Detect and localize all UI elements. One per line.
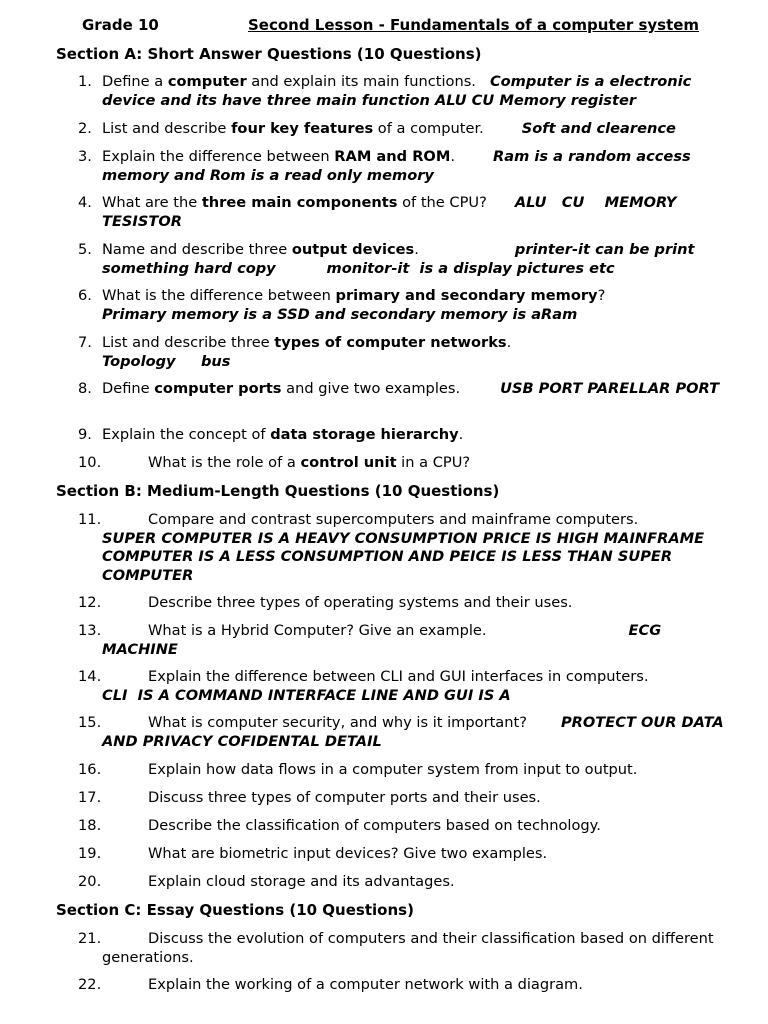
question-text: Name and describe three xyxy=(102,241,292,258)
student-answer: Soft and clearence xyxy=(521,120,676,137)
student-answer: CLI IS A COMMAND INTERFACE LINE AND GUI IS A xyxy=(102,686,511,704)
question-21 xyxy=(78,930,728,967)
question-number: 16. xyxy=(78,761,102,778)
section-b-heading: Section B: Medium-Length Questions (10 Questions) xyxy=(56,482,500,500)
question-text: ? xyxy=(597,287,606,304)
student-answer: USB PORT PARELLAR PORT xyxy=(500,380,720,397)
question-number: 14. xyxy=(78,668,102,685)
question-text: Compare and contrast supercomputers and mainframe computers. xyxy=(148,511,639,528)
question-keyword: data storage hierarchy xyxy=(270,426,459,443)
question-12 xyxy=(78,594,728,613)
question-text: Explain the difference between CLI and GUI interfaces in computers. xyxy=(148,668,649,685)
question-text: Explain how data flows in a computer system from input to output. xyxy=(148,761,638,778)
question-number: 7. xyxy=(78,334,92,351)
question-keyword: computer ports xyxy=(154,380,282,397)
question-16 xyxy=(78,761,728,780)
question-keyword: primary and secondary memory xyxy=(335,287,598,304)
question-20 xyxy=(78,873,728,892)
student-answer: Computer is a electronic device and its have three main function ALU CU Memory register xyxy=(102,73,692,109)
question-text: What is a Hybrid Computer? Give an example. xyxy=(148,622,487,639)
question-10 xyxy=(78,454,728,473)
question-number: 2. xyxy=(78,120,92,137)
student-answer: SUPER COMPUTER IS A HEAVY CONSUMPTION PRICE IS HIGH MAINFRAME COMPUTER IS A LESS CONSUMPTION AND PEICE IS LESS THAN SUPER COMPUTER xyxy=(102,529,705,584)
question-text: . xyxy=(450,148,456,165)
question-text: . xyxy=(506,334,512,351)
question-text: Discuss three types of computer ports and their uses. xyxy=(148,789,541,806)
question-number: 9. xyxy=(78,426,92,443)
student-answer: ALU CU MEMORY TESISTOR xyxy=(102,194,682,230)
question-number: 21. xyxy=(78,930,102,947)
question-number: 15. xyxy=(78,714,102,731)
question-text: Define a xyxy=(102,73,168,90)
question-keyword: output devices xyxy=(291,241,415,258)
question-4 xyxy=(78,194,728,231)
question-number: 13. xyxy=(78,622,102,639)
grade-label: Grade 10 xyxy=(82,16,159,34)
lesson-title: Second Lesson - Fundamentals of a computer system xyxy=(248,16,700,34)
question-keyword: three main components xyxy=(201,194,398,211)
question-text: What is the role of a xyxy=(148,454,301,471)
question-text: What are the xyxy=(102,194,202,211)
question-number: 6. xyxy=(78,287,92,304)
section-a-heading: Section A: Short Answer Questions (10 Questions) xyxy=(56,45,482,63)
question-15 xyxy=(78,714,728,751)
question-text: Describe three types of operating systems and their uses. xyxy=(148,594,573,611)
question-number: 8. xyxy=(78,380,92,397)
question-19 xyxy=(78,845,728,864)
question-22 xyxy=(78,976,728,995)
question-text: of a computer. xyxy=(373,120,484,137)
question-number: 10. xyxy=(78,454,102,471)
question-keyword: RAM and ROM xyxy=(334,148,451,165)
question-13 xyxy=(78,622,728,659)
question-9 xyxy=(78,426,728,445)
question-text: Explain the concept of xyxy=(102,426,271,443)
question-keyword: four key features xyxy=(231,120,374,137)
question-text: List and describe three xyxy=(102,334,275,351)
question-18 xyxy=(78,817,728,836)
question-text: . xyxy=(458,426,464,443)
question-7 xyxy=(78,334,728,371)
question-text: What are biometric input devices? Give two examples. xyxy=(148,845,548,862)
question-text: Explain the working of a computer network with a diagram. xyxy=(148,976,583,993)
student-answer: ECG MACHINE xyxy=(102,622,662,658)
question-14 xyxy=(78,668,728,705)
question-number: 20. xyxy=(78,873,102,890)
question-keyword: control unit xyxy=(300,454,397,471)
question-number: 22. xyxy=(78,976,102,993)
question-text: and give two examples. xyxy=(281,380,461,397)
question-5 xyxy=(78,241,728,278)
question-text: What is computer security, and why is it important? xyxy=(148,714,527,731)
question-text: Describe the classification of computers based on technology. xyxy=(148,817,601,834)
question-number: 18. xyxy=(78,817,102,834)
question-number: 4. xyxy=(78,194,92,211)
question-text: and explain its main functions. xyxy=(246,73,476,90)
question-text: Define xyxy=(102,380,155,397)
document-header xyxy=(82,16,728,36)
question-number: 5. xyxy=(78,241,92,258)
student-answer: printer-it can be print something hard copy monitor-it is a display pictures etc xyxy=(102,241,700,277)
question-number: 17. xyxy=(78,789,102,806)
question-1 xyxy=(78,73,728,110)
question-text: Explain the difference between xyxy=(102,148,335,165)
question-number: 11. xyxy=(78,511,102,528)
question-17 xyxy=(78,789,728,808)
question-6 xyxy=(78,287,728,324)
question-number: 3. xyxy=(78,148,92,165)
question-text: of the CPU? xyxy=(397,194,487,211)
question-keyword: computer xyxy=(167,73,247,90)
question-2 xyxy=(78,120,728,139)
question-keyword: types of computer networks xyxy=(274,334,507,351)
question-text: List and describe xyxy=(102,120,232,137)
question-number: 12. xyxy=(78,594,102,611)
question-text: in a CPU? xyxy=(396,454,471,471)
question-text: Discuss the evolution of computers and their classification based on different generations. xyxy=(102,930,714,966)
question-3 xyxy=(78,148,728,185)
student-answer: Ram is a random access memory and Rom is a read only memory xyxy=(102,148,691,184)
question-text: What is the difference between xyxy=(102,287,336,304)
question-8 xyxy=(78,380,728,399)
question-11 xyxy=(78,511,728,585)
question-text: Explain cloud storage and its advantages. xyxy=(148,873,455,890)
student-answer: PROTECT OUR DATA AND PRIVACY COFIDENTAL DETAIL xyxy=(102,714,724,750)
question-number: 19. xyxy=(78,845,102,862)
question-text: . xyxy=(414,241,419,258)
section-c-heading: Section C: Essay Questions (10 Questions) xyxy=(56,901,414,919)
student-answer: Topology bus xyxy=(102,352,231,370)
student-answer: Primary memory is a SSD and secondary memory is aRam xyxy=(102,305,578,323)
question-number: 1. xyxy=(78,73,92,90)
